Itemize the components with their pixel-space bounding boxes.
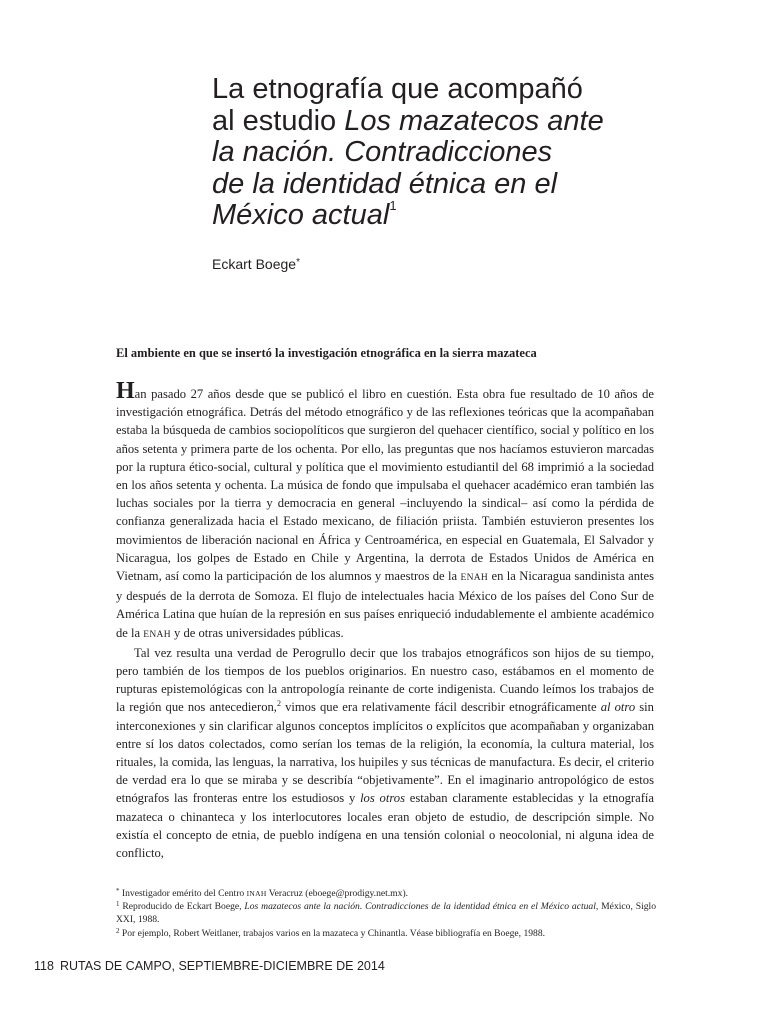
footnote-2 (116, 927, 656, 940)
title-line-2-plain: al estudio (212, 104, 345, 137)
footnote-author-text-a: Investigador emérito del Centro (121, 888, 247, 899)
footnote-1-mark: 1 (116, 900, 120, 909)
footnote-author-text-b: Veracruz (eboege@prodigy.net.mx). (266, 888, 409, 899)
footnote-ref-2[interactable]: 2 (276, 699, 281, 709)
title-footnote-mark: 1 (389, 198, 397, 213)
paragraph-2 (116, 644, 654, 862)
enah-acronym: ENAH (460, 573, 489, 584)
footnote-1-italic: Los mazatecos ante la nación. Contradicciones de la identidad étnica en el México actual, (244, 901, 599, 913)
footnote-1-text-a: Reproducido de Eckart Boege, (122, 901, 245, 913)
paragraph-1 (116, 378, 654, 644)
paragraph-1-text-a: an pasado 27 años desde que se publicó el libro en cuestión. Esta obra fue resultado de 10 años de investigación etnográfica. Detrás del método etnográfico y de las reflexiones teóricas que la acompañaban estaba la búsqueda de cambios sociopolíticos que surgieron del quehacer científico, social y político en los años setenta y primera parte de los ochenta. Por ello, las preguntas que nos hacíamos estuvieron marcadas por la ruptura ético-social, cultural y política que el movimiento estudiantil del 68 imprimió a la sociedad en los años setenta y ochenta. La música de fondo que impulsaba el quehacer académico eran también las luchas sociales por la tierra y democracia en general –incluyendo la sindical– así como la pérdida de confianza generalizada hacia el Estado mexicano, de filiación priista. También estuvieron presentes los movimientos de liberación nacional en África y Centroamérica, en especial en Guatemala, El Salvador y Nicaragua, los golpes de Estado en Chile y Argentina, la derrota de Estados Unidos de América en Vietnam, así como la participación de los alumnos y maestros de la (116, 387, 654, 584)
paragraph-2-italic-al-otro: al otro (600, 700, 636, 715)
footnote-1 (116, 900, 656, 926)
author-footnote-mark: * (296, 257, 300, 268)
paragraph-2-text-b: vimos que era relativamente fácil describir etnográficamente (280, 700, 601, 715)
paragraph-1-text-b: en la Nicaragua sandinista antes y después de la derrota de Somoza. El flujo de intelectuales hacia México de los países del Cono Sur de América Latina que huían de la represión en sus países enriqueció indudablemente el ambiente académico de la (116, 569, 654, 640)
title-line-5: México actual (212, 199, 390, 231)
article-body (116, 378, 654, 862)
article-title (212, 74, 692, 232)
paragraph-2-text-d: estaban claramente establecidas y la etnografía mazateca o chinanteca y los interlocutores locales eran objeto de estudio, de descripción simple. No existía el concepto de etnia, de pueblo indígena en una tensión colonial o neocolonial, ni alguna idea de conflicto, (116, 791, 654, 861)
journal-running-title: RUTAS DE CAMPO, SEPTIEMBRE-DICIEMBRE DE 2014 (59, 959, 385, 973)
footnote-2-text: Por ejemplo, Robert Weitlaner, trabajos varios en la mazateca y Chinantla. Véase bibliografía en Boege, 1988. (121, 927, 546, 939)
paragraph-2-italic-los-otros: los otros (360, 791, 405, 806)
paragraph-2-text-c: sin interconexiones y sin clarificar algunos conceptos implícitos o explícitos que acompañaban y organizaban entre sí los datos colectados, como serían los temas de la religión, la economía, la cultura material, los rituales, la comida, las lenguas, la narrativa, los huipiles y sus técnicas de manufactura. Es decir, el criterio de verdad era lo que se miraba y se describía “objetivamente”. En el imaginario antropológico de estos etnógrafos las fronteras entre los estudiosos y (116, 700, 654, 806)
footnote-2-mark: 2 (116, 926, 120, 935)
footnote-1-text-b: México, Siglo XXI, 1988. (116, 901, 656, 926)
page-footer (34, 959, 385, 973)
inah-acronym: INAH (246, 889, 267, 898)
title-line-3: la nación. Contradicciones (212, 136, 553, 168)
title-line-1: La etnografía que acompañó (212, 73, 583, 105)
section-heading: El ambiente en que se insertó la investigación etnográfica en la sierra mazateca (116, 346, 537, 360)
enah-acronym: ENAH (143, 629, 171, 640)
author-name (212, 256, 300, 272)
page-number: 118 (34, 959, 54, 973)
paragraph-2-text-a: Tal vez resulta una verdad de Perogrullo decir que los trabajos etnográficos son hijos de su tiempo, pero también de los tiempos de los pueblos originarios. En nuestro caso, estábamos en el momento de rupturas epistemológicas con la antropología reinante de corte indigenista. Cuando leímos los trabajos de la región que nos antecedieron, (116, 645, 654, 715)
paragraph-1-text-c: y de otras universidades públicas. (170, 625, 344, 640)
title-line-4: de la identidad étnica en el (212, 167, 558, 200)
drop-cap: H (116, 378, 135, 404)
footnote-star-mark: * (116, 887, 120, 895)
author-name-text: Eckart Boege (212, 256, 297, 272)
title-line-2-italic: Los mazatecos ante (344, 104, 604, 137)
footnotes (116, 887, 656, 940)
footnote-author (116, 887, 656, 900)
